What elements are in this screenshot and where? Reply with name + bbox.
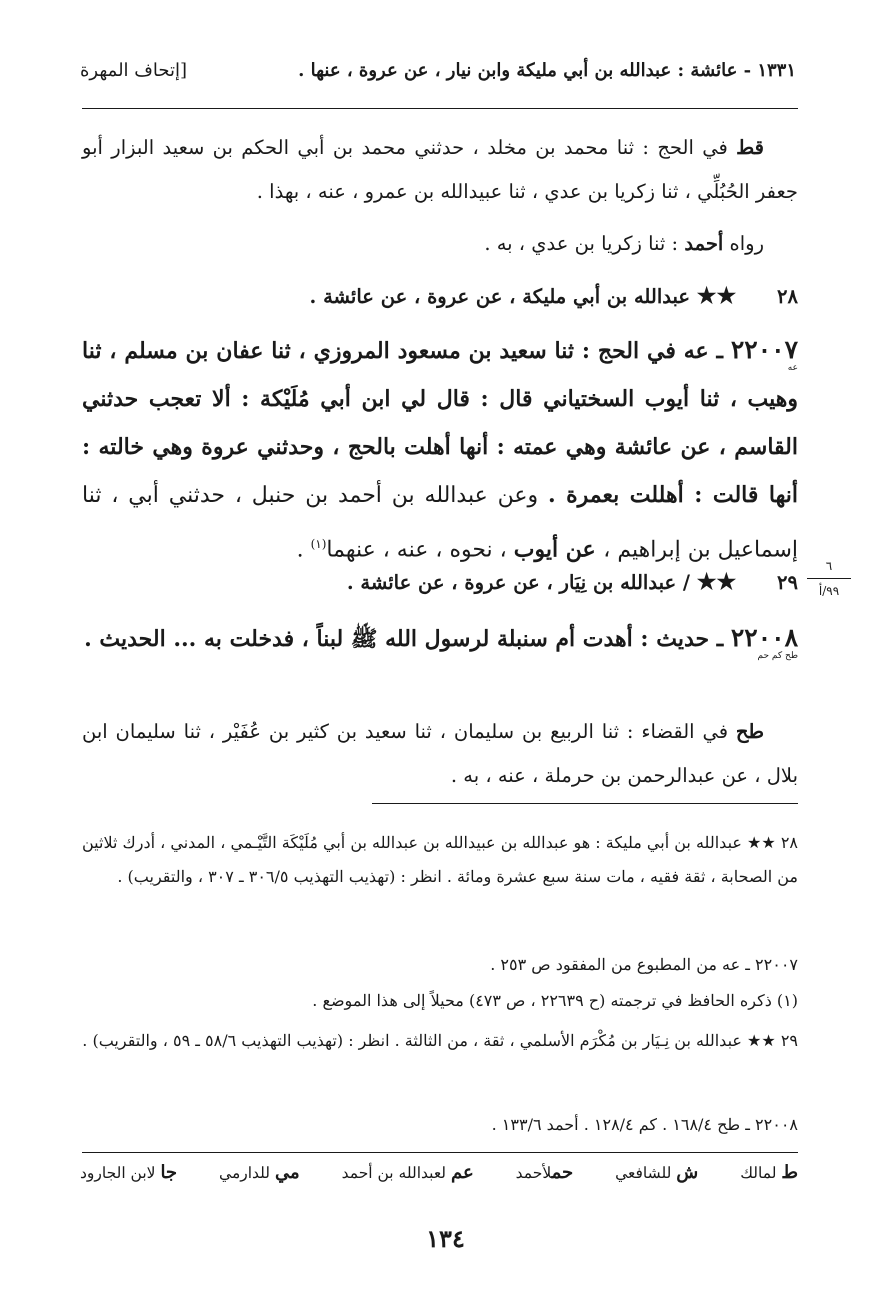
- riwaya-text: : ثنا زكريا بن عدي ، به .: [484, 232, 685, 255]
- legend-key: جا: [160, 1162, 178, 1183]
- legend-item: [342, 1162, 474, 1183]
- narrator-heading-28: [82, 274, 798, 319]
- narrator-text: / عبدالله بن نِيَار ، عن عروة ، عن عائشة .: [346, 571, 697, 594]
- book-title: [إتحاف المهرة: [80, 60, 188, 81]
- folio-page: ٩٩/أ: [818, 584, 840, 598]
- source-siglum: طح: [735, 720, 764, 743]
- legend-key: مي: [274, 1162, 300, 1183]
- legend-label: لابن الجارود: [80, 1164, 161, 1182]
- legend-key: ط: [781, 1162, 798, 1183]
- stars-icon: ★★: [696, 569, 737, 595]
- legend-label: للدارمي: [219, 1164, 275, 1182]
- legend-key: حم: [551, 1162, 574, 1183]
- paragraph-text: في القضاء : ثنا الربيع بن سليمان ، ثنا سعيد بن كثير بن عُفَيْر ، ثنا سليمان ابن بلال ، عن عبدالرحمن بن حرملة ، عنه ، به .: [82, 720, 798, 787]
- hadith-number-text: ٢٢٠٠٨: [730, 623, 798, 652]
- hadith-number-text: ٢٢٠٠٧: [730, 335, 798, 364]
- paragraph-text: في الحج : ثنا محمد بن مخلد ، حدثني محمد بن أبي الحكم بن سعيد البزار أبو جعفر الحُبُلِّي ، ثنا زكريا بن عدي ، ثنا عبيدالله بن عمرو ، عنه ، بهذا .: [82, 136, 798, 203]
- hadith-text: ـ عه في الحج : ثنا سعيد بن مسعود المروزي ، ثنا عفان بن مسلم ، ثنا وهيب ، ثنا أيوب السختياني قال : قال لي ابن أبي مُلَيْكة : ألا تعجب حدثني القاسم ، عن عائشة وهي عمته : أنها أهلت بالحج ، وحدثني عروة وهي خالته : أنها قالت : أهللت بعمرة .: [82, 338, 798, 508]
- narrator-number: ٢٩: [777, 571, 798, 594]
- source-siglum: قط: [736, 136, 764, 159]
- paragraph-th: [82, 710, 798, 798]
- hadith-text-bold: عن أيوب: [513, 536, 604, 563]
- hadith-text-end: ، نحوه ، عنه ، عنهما: [326, 537, 514, 563]
- legend-label: لعبدالله بن أحمد: [341, 1164, 451, 1182]
- legend-item: [516, 1162, 573, 1183]
- legend-rule: [82, 1152, 798, 1153]
- folio-volume: ٦: [825, 559, 833, 573]
- narrator-heading-29: [82, 560, 798, 605]
- footnote-22007: ٢٢٠٠٧ ـ عه من المطبوع من المفقود ص ٢٥٣ .: [490, 955, 798, 974]
- running-title: ١٣٣١ - عائشة : عبدالله بن أبي مليكة وابن نيار ، عن عروة ، عنها .: [298, 60, 796, 81]
- footnote-rule: [372, 803, 798, 804]
- footnote-29: ٢٩ ★★ عبدالله بن نِـيَار بن مُكْرَم الأسلمي ، ثقة ، من الثالثة . انظر : (تهذيب التهذيب ٥٨/٦ ـ ٥٩ ، والتقريب) .: [82, 1031, 798, 1050]
- paragraph-riwaya: [82, 222, 798, 266]
- legend-key: عم: [450, 1162, 474, 1183]
- legend-item: [740, 1162, 798, 1183]
- page-number: ١٣٤: [426, 1224, 465, 1253]
- footnote-1: (١) ذكره الحافظ في ترجمته (ح ٢٢٦٣٩ ، ص ٤٧٣) محيلاً إلى هذا الموضع .: [312, 991, 798, 1010]
- hadith-text-normal: وعن عبدالله بن أحمد بن حنبل ، حدثني أبي ، ثنا إسماعيل بن إبراهيم ،: [82, 483, 798, 563]
- legend-key: ش: [676, 1162, 699, 1183]
- header-rule: [82, 108, 798, 109]
- manuscript-folio-note: [807, 558, 851, 599]
- hadith-sigla: عه: [787, 363, 798, 373]
- legend-label: لمالك: [740, 1164, 782, 1182]
- narrator-number: ٢٨: [777, 285, 798, 308]
- legend-item: [80, 1162, 177, 1183]
- hadith-sigla: طح كم حم: [757, 651, 798, 661]
- legend-label: للشافعي: [615, 1164, 677, 1182]
- narrator-text: عبدالله بن أبي مليكة ، عن عروة ، عن عائشة .: [309, 285, 697, 308]
- hadith-entry-22008: [82, 614, 798, 663]
- hadith-text: ـ حديث : أهدت أم سنبلة لرسول الله ﷺ لبناً ، فدخلت به ... الحديث .: [84, 626, 731, 652]
- paragraph-qt: [82, 126, 798, 214]
- footnote-28: ٢٨ ★★ عبدالله بن أبي مليكة : هو عبدالله بن عبيدالله بن عبدالله بن أبي مُلَيْكَة التَّيْـمي ، المدني ، أدرك ثلاثين من الصحابة ، ثقة فقيه ، مات سنة سبع عشرة ومائة . انظر : (تهذيب التهذيب ٣٠٦/٥ ـ ٣٠٧ ، والتقريب) .: [82, 833, 798, 886]
- folio-divider: [807, 578, 851, 579]
- riwaya-source: أحمد: [684, 232, 724, 255]
- legend-item: [615, 1162, 698, 1183]
- hadith-entry-22007: [82, 326, 798, 574]
- hadith-number: [730, 335, 798, 373]
- riwaya-prefix: رواه: [723, 232, 764, 255]
- hadith-number: [730, 623, 798, 661]
- footnote-ref: (١): [310, 537, 327, 551]
- abbreviation-legend: [80, 1162, 798, 1183]
- legend-label: لأحمد: [515, 1164, 552, 1182]
- hadith-end: .: [296, 537, 311, 563]
- footnote-22008: ٢٢٠٠٨ ـ طح ١٦٨/٤ . كم ١٢٨/٤ . أحمد ١٣٣/٦ .: [491, 1115, 798, 1134]
- stars-icon: ★★: [696, 283, 737, 309]
- legend-item: [219, 1162, 300, 1183]
